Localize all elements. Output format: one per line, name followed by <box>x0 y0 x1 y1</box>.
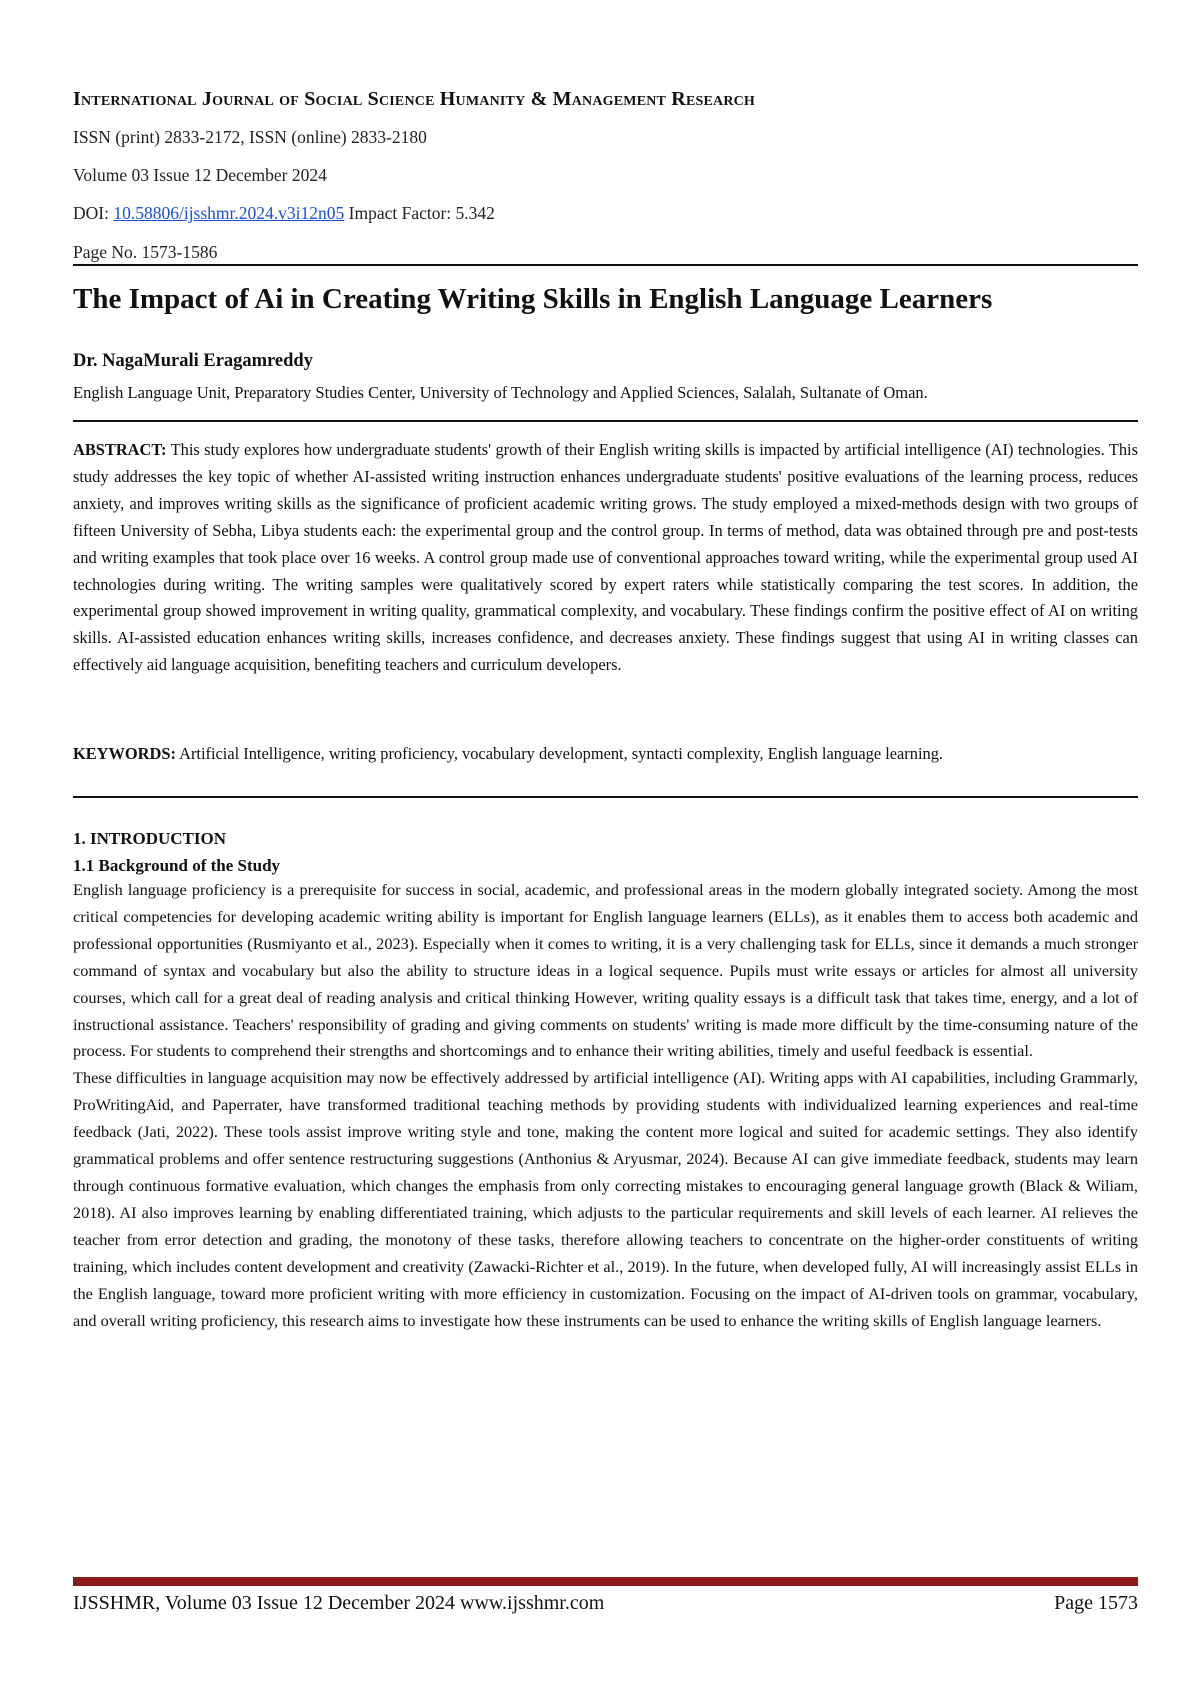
doi-link[interactable]: 10.58806/ijsshmr.2024.v3i12n05 <box>113 203 345 223</box>
keywords-label: KEYWORDS: <box>73 744 176 763</box>
impact-factor: Impact Factor: 5.342 <box>348 203 495 223</box>
footer-page-number: Page 1573 <box>1054 1592 1138 1614</box>
footer-journal-info: IJSSHMR, Volume 03 Issue 12 December 2024 www.ijsshmr.com <box>73 1592 605 1614</box>
abstract-text: This study explores how undergraduate students' growth of their English writing skills is impacted by artificial intelligence (AI) technologies. This study addresses the key topic of whether AI-assisted writing instruction enhances undergraduate students' positive evaluations of the learning process, reduces anxiety, and improves writing skills as the significance of proficient academic writing grows. The study employed a mixed-methods design with two groups of fifteen University of Sebha, Libya students each: the experimental group and the control group. In terms of method, data was obtained through pre and post-tests and writing examples that took place over 16 weeks. A control group made use of conventional approaches toward writing, while the experimental group used AI technologies during writing. The writing samples were qualitatively scored by expert raters while statistically comparing the test scores. In addition, the experimental group showed improvement in writing quality, grammatical complexity, and vocabulary. These findings confirm the positive effect of AI on writing skills. AI-assisted education enhances writing skills, increases confidence, and decreases anxiety. These findings suggest that using AI in writing classes can effectively aid language acquisition, benefiting teachers and curriculum developers. <box>73 440 1138 675</box>
footer-bar <box>73 1577 1138 1586</box>
paragraph-2: These difficulties in language acquisition may now be effectively addressed by artificial intelligence (AI). Writing apps with AI capabilities, including Grammarly, ProWritingAid, and Paperrater, have transformed traditional teaching methods by providing students with individualized learning experiences and real-time feedback (Jati, 2022). These tools assist improve writing style and tone, making the content more logical and suited for academic settings. They also identify grammatical problems and offer sentence restructuring suggestions (Anthonius & Aryusmar, 2024). Because AI can give immediate feedback, students may learn through continuous formative evaluation, which changes the emphasis from only correcting mistakes to encouraging general language growth (Black & Wiliam, 2018). AI also improves learning by enabling differentiated training, which adjusts to the particular requirements and skill levels of each learner. AI relieves the teacher from error detection and grading, the monotony of these tasks, therefore allowing teachers to concentrate on the higher-order constituents of writing training, which includes content development and creativity (Zawacki-Richter et al., 2019). In the future, when developed fully, AI will increasingly assist ELLs in the English language, toward more proficient writing with more efficiency in customization. Focusing on the impact of AI-driven tools on grammar, vocabulary, and overall writing proficiency, this research aims to investigate how these instruments can be used to enhance the writing skills of English language learners. <box>73 1068 1138 1330</box>
keywords-text: Artificial Intelligence, writing proficiency, vocabulary development, syntacti complexity, English language learning. <box>179 744 943 763</box>
paragraph-1: English language proficiency is a prerequisite for success in social, academic, and professional areas in the modern globally integrated society. Among the most critical competencies for developing academic writing ability is important for English language learners (ELLs), as it enables them to access both academic and professional opportunities (Rusmiyanto et al., 2023). Especially when it comes to writing, it is a very challenging task for ELLs, since it demands a much stronger command of syntax and vocabulary but also the ability to structure ideas in a logical sequence. Pupils must write essays or articles for almost all university courses, which call for a great deal of reading analysis and critical thinking However, writing quality essays is a difficult task that takes time, energy, and a lot of instructional assistance. Teachers' responsibility of grading and giving comments on students' writing is made more difficult by the time-consuming nature of the process. For students to comprehend their strengths and shortcomings and to enhance their writing abilities, timely and useful feedback is essential. <box>73 880 1138 1061</box>
abstract-bottom-divider <box>73 796 1138 798</box>
section-heading: 1. INTRODUCTION <box>73 829 227 848</box>
keywords <box>73 741 1138 768</box>
author-affiliation: English Language Unit, Preparatory Studies Center, University of Technology and Applied Sciences, Salalah, Sultanate of Oman. <box>73 383 928 402</box>
doi-label: DOI: <box>73 203 109 223</box>
abstract-label: ABSTRACT: <box>73 440 167 459</box>
page-range: Page No. 1573-1586 <box>73 242 218 262</box>
subsection-heading: 1.1 Background of the Study <box>73 856 281 875</box>
doi-line <box>73 203 495 224</box>
volume-line: Volume 03 Issue 12 December 2024 <box>73 165 327 185</box>
body-text <box>73 877 1138 1334</box>
header-divider <box>73 264 1138 266</box>
article-title: The Impact of Ai in Creating Writing Skills in English Language Learners <box>73 283 993 315</box>
abstract <box>73 437 1138 679</box>
author-name: Dr. NagaMurali Eragamreddy <box>73 351 313 371</box>
issn-line: ISSN (print) 2833-2172, ISSN (online) 2833-2180 <box>73 127 427 147</box>
journal-title: International Journal of Social Science Humanity & Management Research <box>73 88 756 110</box>
abstract-top-divider <box>73 420 1138 422</box>
